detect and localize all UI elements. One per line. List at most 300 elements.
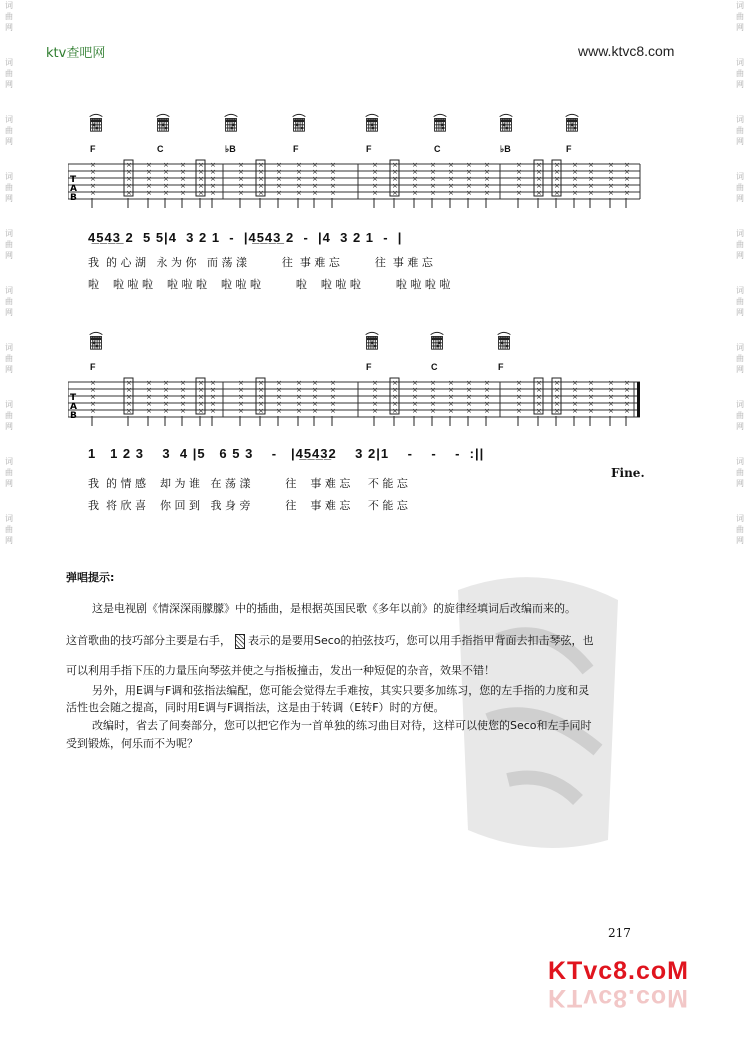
svg-text:×: × [516,175,522,183]
tips-text-2a: 这首歌曲的技巧部分主要是右手， [66,634,231,647]
svg-text:×: × [572,161,578,169]
watermark-glyph: 曲 [736,183,744,192]
svg-text:×: × [412,182,418,190]
tips-paragraph-6: 改编时，省去了间奏部分，您可以把它作为一首单独的练习曲目对待，这样可以使您的Seco和左手同时 [92,719,592,732]
watermark-glyph: 曲 [736,411,744,420]
svg-text:×: × [392,379,398,387]
watermark-glyph: 网 [736,422,744,431]
svg-text:×: × [484,189,490,197]
svg-text:×: × [588,168,594,176]
watermark-glyph: 曲 [736,297,744,306]
tips-paragraph-2a [66,632,594,649]
tips-paragraph-7: 受到锻炼，何乐而不为呢？ [66,737,198,750]
svg-text:×: × [258,400,264,408]
svg-text:×: × [210,161,216,169]
svg-text:×: × [296,161,302,169]
tips-paragraph-4: 另外，用E调与F调和弦指法编配，您可能会觉得左手难按，其实只要多加练习，您的左手指的力度和灵 [92,684,590,697]
watermark-glyph: 网 [736,308,744,317]
svg-text:×: × [163,386,169,394]
svg-text:×: × [210,175,216,183]
watermark-glyph: 网 [5,194,13,203]
svg-text:×: × [372,168,378,176]
svg-text:×: × [572,175,578,183]
svg-text:×: × [484,168,490,176]
svg-text:×: × [296,182,302,190]
svg-text:×: × [608,182,614,190]
watermark-glyph: 网 [5,251,13,260]
svg-text:×: × [210,393,216,401]
site-logo-reflection: KTvc8.coM [548,984,689,1012]
svg-text:×: × [180,400,186,408]
svg-text:×: × [276,161,282,169]
svg-text:×: × [392,189,398,197]
svg-text:×: × [466,386,472,394]
svg-text:×: × [296,407,302,415]
svg-text:×: × [238,168,244,176]
svg-text:×: × [588,175,594,183]
svg-text:×: × [572,189,578,197]
watermark-glyph: 曲 [5,12,13,21]
svg-text:×: × [430,407,436,415]
svg-text:×: × [330,182,336,190]
svg-text:×: × [312,379,318,387]
svg-text:×: × [180,407,186,415]
svg-text:×: × [180,175,186,183]
chord-name: F [498,362,504,372]
svg-text:×: × [276,182,282,190]
watermark-glyph: 曲 [736,354,744,363]
watermark-glyph: 词 [5,286,13,295]
svg-text:×: × [624,393,630,401]
svg-text:×: × [554,400,560,408]
svg-text:×: × [448,168,454,176]
svg-text:×: × [588,182,594,190]
svg-text:×: × [448,379,454,387]
svg-text:×: × [146,189,152,197]
svg-text:×: × [588,379,594,387]
svg-text:×: × [276,175,282,183]
svg-text:×: × [430,379,436,387]
tips-text-2b: 表示的是要用Seco的拍弦技巧，您可以用手指指甲背面去扣击琴弦，也 [248,634,594,647]
svg-text:×: × [536,379,542,387]
watermark-glyph: 曲 [736,69,744,78]
svg-text:×: × [624,400,630,408]
watermark-glyph: 网 [5,422,13,431]
svg-text:×: × [516,189,522,197]
watermark-glyph: 网 [5,479,13,488]
svg-text:×: × [126,168,132,176]
svg-text:×: × [276,386,282,394]
svg-text:×: × [312,400,318,408]
svg-text:×: × [430,161,436,169]
watermark-glyph: 网 [736,23,744,32]
svg-text:×: × [258,168,264,176]
svg-text:×: × [608,175,614,183]
svg-text:×: × [163,189,169,197]
svg-text:×: × [412,175,418,183]
svg-text:×: × [608,168,614,176]
svg-text:×: × [572,407,578,415]
svg-text:×: × [276,168,282,176]
svg-text:×: × [198,379,204,387]
svg-text:A: A [70,184,77,194]
svg-text:×: × [484,386,490,394]
watermark-glyph: 词 [736,457,744,466]
svg-text:×: × [163,168,169,176]
svg-text:×: × [448,407,454,415]
svg-text:×: × [146,168,152,176]
chord-diagram-icon [362,331,382,351]
svg-text:×: × [484,379,490,387]
chord-name: C [434,144,441,154]
svg-text:×: × [126,175,132,183]
watermark-glyph: 曲 [5,297,13,306]
svg-text:×: × [536,386,542,394]
svg-text:×: × [312,175,318,183]
svg-text:×: × [554,161,560,169]
svg-text:×: × [372,379,378,387]
svg-text:×: × [608,386,614,394]
svg-text:×: × [372,407,378,415]
svg-text:×: × [198,393,204,401]
svg-text:×: × [126,182,132,190]
svg-text:×: × [180,379,186,387]
chord-diagram-icon [362,113,382,133]
svg-text:×: × [536,161,542,169]
watermark-glyph: 曲 [5,525,13,534]
lyrics-line-2b: 我 将 欣 喜 你 回 到 我 身 旁 往 事 难 忘 不 能 忘 [88,499,408,512]
svg-text:×: × [516,168,522,176]
svg-text:×: × [198,182,204,190]
svg-text:×: × [516,400,522,408]
svg-text:×: × [312,386,318,394]
svg-text:×: × [608,379,614,387]
svg-text:×: × [412,189,418,197]
svg-text:×: × [312,393,318,401]
svg-text:×: × [258,189,264,197]
svg-text:×: × [90,182,96,190]
svg-text:×: × [180,189,186,197]
svg-text:×: × [484,393,490,401]
svg-text:×: × [90,168,96,176]
svg-text:×: × [624,182,630,190]
svg-text:×: × [588,400,594,408]
watermark-glyph: 曲 [736,126,744,135]
svg-text:×: × [484,400,490,408]
svg-text:×: × [412,161,418,169]
chord-name: F [90,362,96,372]
svg-text:×: × [180,182,186,190]
svg-text:×: × [608,393,614,401]
svg-text:×: × [448,393,454,401]
svg-text:×: × [588,386,594,394]
svg-text:×: × [608,400,614,408]
svg-text:×: × [448,189,454,197]
watermark-glyph: 网 [5,137,13,146]
svg-text:×: × [126,161,132,169]
watermark-glyph: 网 [736,137,744,146]
svg-text:×: × [412,393,418,401]
watermark-glyph: 词 [5,1,13,10]
chord-diagram-icon [289,113,309,133]
svg-text:×: × [126,189,132,197]
svg-text:×: × [516,386,522,394]
watermark-glyph: 网 [5,536,13,545]
tips-paragraph-3: 可以利用手指下压的力量压向琴弦并使之与指板撞击，发出一种短促的杂音，效果不错！ [66,664,495,677]
svg-text:×: × [163,175,169,183]
svg-text:×: × [572,400,578,408]
svg-text:×: × [238,161,244,169]
svg-text:×: × [90,386,96,394]
svg-text:×: × [90,393,96,401]
svg-text:×: × [554,386,560,394]
svg-text:×: × [516,407,522,415]
svg-text:×: × [572,386,578,394]
svg-text:×: × [466,393,472,401]
svg-text:×: × [330,400,336,408]
svg-text:×: × [163,407,169,415]
svg-text:×: × [624,407,630,415]
watermark-glyph: 词 [736,514,744,523]
svg-text:×: × [392,400,398,408]
svg-text:×: × [588,407,594,415]
svg-text:×: × [516,379,522,387]
watermark-glyph: 网 [736,80,744,89]
chord-diagram-icon [496,113,516,133]
svg-text:×: × [146,386,152,394]
svg-text:×: × [412,407,418,415]
svg-text:×: × [448,386,454,394]
numbered-notation-1: 4̲5̲4̲3̲ 2 5 5|4 3 2 1 - |4̲5̲4̲3̲ 2 - |4 3 2 1 - | [88,230,403,245]
svg-text:×: × [330,175,336,183]
svg-text:×: × [163,400,169,408]
svg-text:×: × [296,386,302,394]
watermark-glyph: 词 [5,457,13,466]
svg-text:×: × [198,168,204,176]
svg-text:×: × [146,400,152,408]
svg-text:×: × [276,400,282,408]
svg-text:×: × [554,182,560,190]
svg-text:×: × [210,386,216,394]
chord-diagram-icon [153,113,173,133]
svg-text:B: B [70,193,77,203]
svg-text:×: × [430,393,436,401]
svg-text:×: × [198,161,204,169]
svg-text:×: × [448,161,454,169]
svg-text:×: × [466,175,472,183]
svg-text:×: × [126,400,132,408]
svg-text:×: × [163,393,169,401]
svg-text:×: × [258,407,264,415]
svg-text:×: × [536,393,542,401]
svg-text:×: × [180,386,186,394]
watermark-glyph: 网 [5,23,13,32]
svg-text:×: × [392,161,398,169]
site-url: www.ktvc8.com [578,43,675,59]
watermark-glyph: 曲 [736,525,744,534]
svg-text:×: × [296,400,302,408]
svg-text:×: × [276,379,282,387]
chord-diagram-icon [427,331,447,351]
svg-text:×: × [466,161,472,169]
chord-name: C [431,362,438,372]
watermark-glyph: 词 [5,115,13,124]
chord-name: ♭B [225,144,236,154]
watermark-glyph: 曲 [5,183,13,192]
site-logo: KTvc8.coM [548,957,689,985]
watermark-glyph: 词 [736,58,744,67]
svg-text:×: × [554,393,560,401]
svg-text:×: × [624,168,630,176]
svg-text:×: × [412,168,418,176]
svg-text:×: × [372,182,378,190]
svg-text:×: × [392,182,398,190]
svg-text:×: × [430,400,436,408]
svg-text:×: × [536,189,542,197]
svg-text:×: × [180,393,186,401]
svg-text:×: × [330,407,336,415]
svg-text:×: × [516,182,522,190]
svg-text:×: × [588,189,594,197]
svg-text:×: × [180,161,186,169]
svg-text:×: × [90,407,96,415]
svg-text:×: × [412,386,418,394]
watermark-glyph: 词 [5,514,13,523]
svg-text:×: × [572,182,578,190]
svg-text:A: A [70,402,77,412]
svg-text:×: × [372,386,378,394]
svg-text:×: × [608,161,614,169]
svg-text:×: × [466,189,472,197]
site-brand: ktv查吧网 [46,46,106,61]
svg-text:×: × [146,407,152,415]
watermark-glyph: 曲 [5,240,13,249]
svg-text:×: × [484,161,490,169]
lyrics-line-1a: 我 的 心 湖 永 为 你 而 荡 漾 往 事 难 忘 往 事 难 忘 [88,256,433,269]
svg-text:×: × [210,379,216,387]
svg-text:×: × [536,182,542,190]
watermark-glyph: 曲 [736,12,744,21]
svg-text:B: B [70,411,77,421]
svg-text:×: × [238,182,244,190]
lyrics-line-2a: 我 的 情 感 却 为 谁 在 荡 漾 往 事 难 忘 不 能 忘 [88,477,408,490]
lyrics-line-1b: 啦 啦 啦 啦 啦 啦 啦 啦 啦 啦 啦 啦 啦 啦 啦 啦 啦 啦 [88,278,451,291]
svg-text:×: × [258,386,264,394]
chord-diagram-icon [221,113,241,133]
svg-text:×: × [554,407,560,415]
svg-text:×: × [146,393,152,401]
svg-text:×: × [624,161,630,169]
tips-paragraph-5: 活性也会随之提高，同时用E调与F调指法，这是由于转调（E转F）时的方便。 [66,701,445,714]
chord-diagram-icon [430,113,450,133]
svg-text:×: × [210,168,216,176]
watermark-glyph: 词 [736,229,744,238]
svg-text:×: × [588,393,594,401]
svg-text:×: × [238,400,244,408]
svg-text:×: × [466,168,472,176]
svg-text:×: × [624,189,630,197]
watermark-glyph: 词 [736,286,744,295]
svg-text:×: × [330,379,336,387]
svg-text:×: × [536,400,542,408]
svg-text:×: × [430,175,436,183]
svg-text:×: × [624,386,630,394]
svg-text:×: × [412,400,418,408]
watermark-glyph: 词 [5,343,13,352]
chord-diagram-icon [86,113,106,133]
svg-text:×: × [330,161,336,169]
svg-text:×: × [466,379,472,387]
tips-heading: 弹唱提示: [66,571,115,584]
svg-text:×: × [536,407,542,415]
svg-text:×: × [90,400,96,408]
svg-text:×: × [198,189,204,197]
svg-text:×: × [238,189,244,197]
svg-text:T: T [70,393,77,403]
watermark-glyph: 词 [5,172,13,181]
watermark-glyph: 网 [5,365,13,374]
watermark-glyph: 曲 [5,126,13,135]
svg-text:×: × [554,379,560,387]
svg-text:×: × [372,400,378,408]
chord-diagram-icon [562,113,582,133]
svg-text:×: × [126,407,132,415]
svg-text:×: × [238,175,244,183]
watermark-glyph: 曲 [736,240,744,249]
svg-text:×: × [392,168,398,176]
watermark-glyph: 词 [5,229,13,238]
watermark-glyph: 词 [5,400,13,409]
chord-diagram-icon [86,331,106,351]
svg-text:×: × [484,175,490,183]
svg-text:×: × [276,189,282,197]
svg-text:×: × [198,175,204,183]
svg-text:×: × [608,407,614,415]
svg-text:×: × [392,393,398,401]
svg-text:×: × [448,175,454,183]
svg-text:×: × [238,379,244,387]
svg-text:T: T [70,175,77,185]
svg-text:×: × [554,189,560,197]
chord-name: C [157,144,164,154]
svg-text:×: × [312,161,318,169]
chord-name: F [366,144,372,154]
svg-text:×: × [588,161,594,169]
svg-text:×: × [608,189,614,197]
page-number: 217 [608,926,631,940]
svg-text:×: × [296,379,302,387]
svg-text:×: × [238,386,244,394]
svg-text:×: × [258,379,264,387]
svg-text:×: × [466,400,472,408]
svg-text:×: × [624,379,630,387]
svg-text:×: × [90,379,96,387]
svg-text:×: × [163,379,169,387]
svg-text:×: × [126,379,132,387]
svg-text:×: × [312,407,318,415]
svg-text:×: × [163,161,169,169]
svg-text:×: × [180,168,186,176]
svg-text:×: × [198,407,204,415]
watermark-glyph: 曲 [5,354,13,363]
chord-name: F [293,144,299,154]
watermark-glyph: 网 [736,365,744,374]
svg-text:×: × [372,189,378,197]
svg-text:×: × [312,168,318,176]
svg-text:×: × [276,407,282,415]
svg-text:×: × [198,386,204,394]
svg-text:×: × [296,393,302,401]
